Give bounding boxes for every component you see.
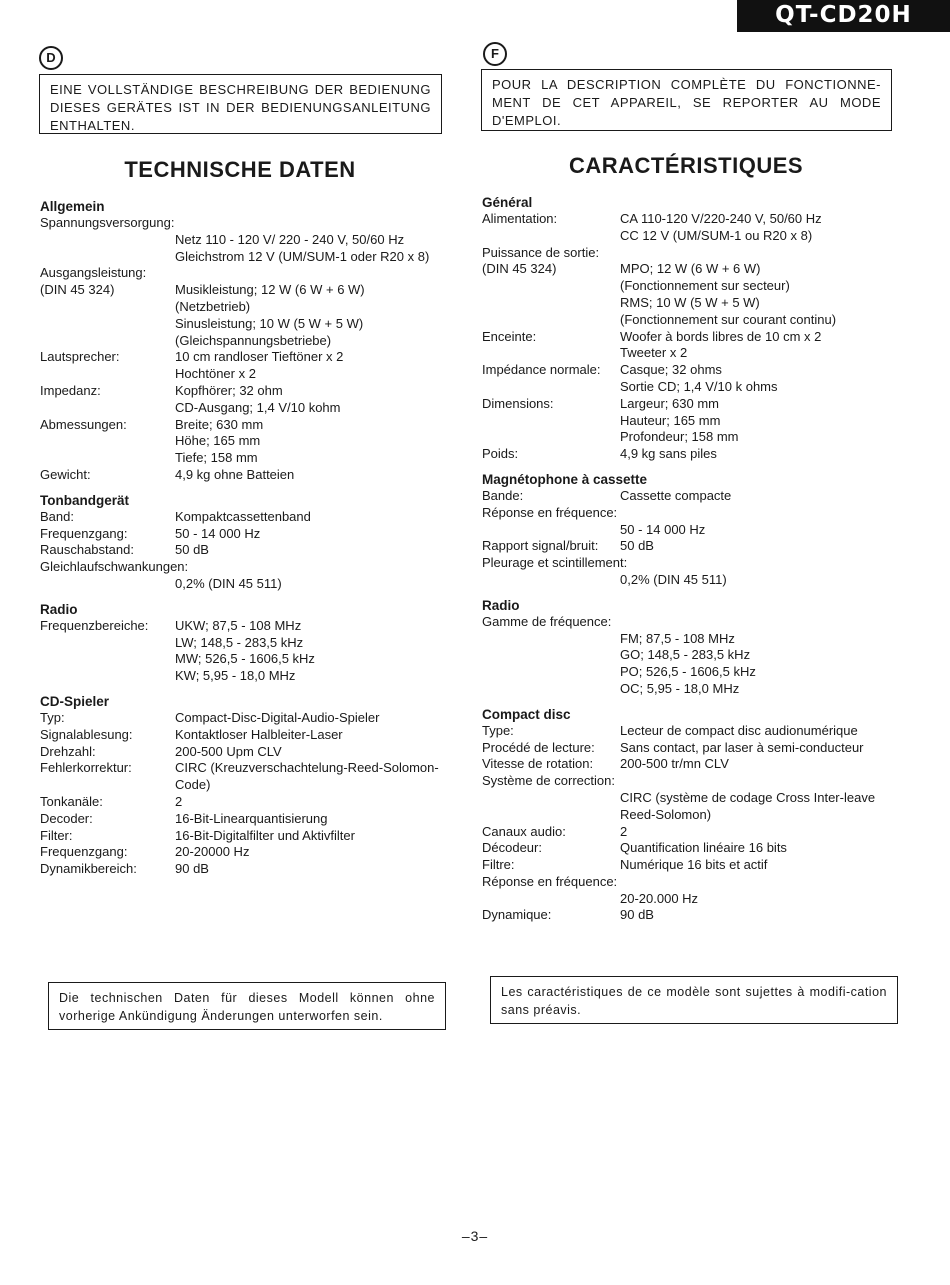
spec-section	[482, 194, 902, 463]
spec-values	[620, 631, 902, 698]
spec-label: Dynamikbereich:	[40, 861, 137, 877]
spec-label: Vitesse de rotation:	[482, 756, 594, 772]
spec-row	[40, 744, 450, 761]
spec-value: Lecteur de compact disc audionumérique	[620, 722, 858, 738]
spec-value: Profondeur; 158 mm	[620, 429, 739, 445]
spec-row	[40, 760, 450, 794]
model-number-tag: QT-CD20H	[737, 0, 950, 32]
spec-label-spacer	[482, 631, 620, 698]
spec-label: (DIN 45 324)	[40, 282, 115, 298]
spec-label: (DIN 45 324)	[482, 261, 557, 277]
spec-value: Tweeter x 2	[620, 345, 688, 361]
spec-value: 2	[620, 823, 628, 839]
spec-label: Poids:	[482, 446, 519, 462]
spec-label: Procédé de lecture:	[482, 739, 595, 755]
french-specs-heading: CARACTÉRISTIQUES	[568, 153, 804, 178]
spec-row	[40, 727, 450, 744]
spec-value: KW; 5,95 - 18,0 MHz	[175, 668, 296, 684]
spec-value: Tiefe; 158 mm	[175, 450, 258, 466]
spec-label: Réponse en fréquence:	[482, 873, 618, 889]
spec-row	[40, 349, 450, 383]
spec-row	[482, 446, 902, 463]
spec-value: Quantification linéaire 16 bits	[620, 840, 787, 856]
spec-label: Frequenzgang:	[40, 844, 128, 860]
german-disclaimer: Die technischen Daten für dieses Modell können ohne vorherige Ankündigung Änderungen unterworfen sein.	[48, 982, 446, 1030]
spec-section	[482, 706, 902, 925]
spec-values	[175, 794, 450, 811]
spec-label: Gamme de fréquence:	[482, 613, 612, 629]
spec-values	[175, 509, 450, 526]
spec-value: 50 dB	[175, 542, 209, 558]
spec-value: Numérique 16 bits et actif	[620, 857, 768, 873]
spec-section	[40, 198, 450, 484]
spec-values	[620, 522, 902, 539]
spec-row	[482, 631, 902, 698]
spec-values	[175, 232, 450, 266]
spec-label: Lautsprecher:	[40, 349, 120, 365]
spec-values	[620, 740, 902, 757]
spec-row	[40, 232, 450, 266]
german-manual-notice: EINE VOLLSTÄNDIGE BESCHREIBUNG DER BEDIENUNG DIESES GERÄTES IST IN DER BEDIENUNGSANLEITUNG ENTHALTEN.	[39, 74, 442, 134]
spec-label-spacer	[482, 891, 620, 908]
spec-row	[40, 417, 450, 467]
spec-value: 4,9 kg ohne Batteien	[175, 466, 295, 482]
spec-section-title: Allgemein	[40, 199, 105, 214]
spec-value: Hochtöner x 2	[175, 366, 256, 382]
spec-values	[175, 526, 450, 543]
spec-row	[482, 740, 902, 757]
spec-values	[620, 446, 902, 463]
spec-values	[175, 618, 450, 685]
spec-value: Höhe; 165 mm	[175, 433, 261, 449]
spec-label: Frequenzgang:	[40, 525, 128, 541]
spec-label: Filter:	[40, 827, 73, 843]
spec-values	[620, 488, 902, 505]
spec-label: Drehzahl:	[40, 743, 96, 759]
spec-values	[620, 723, 902, 740]
spec-label: Gewicht:	[40, 466, 91, 482]
spec-values	[175, 576, 450, 593]
spec-value: RMS; 10 W (5 W + 5 W)	[620, 294, 760, 310]
spec-section	[482, 471, 902, 589]
spec-value: Casque; 32 ohms	[620, 362, 722, 378]
spec-value: (Fonctionnement sur courant continu)	[620, 311, 837, 327]
spec-label: Réponse en fréquence:	[482, 504, 618, 520]
spec-label: Bande:	[482, 487, 524, 503]
spec-label: Alimentation:	[482, 211, 558, 226]
spec-values	[175, 710, 450, 727]
spec-label-spacer	[482, 522, 620, 539]
spec-value: (Fonctionnement sur secteur)	[620, 278, 790, 294]
spec-row	[482, 572, 902, 589]
spec-row	[482, 329, 902, 363]
spec-row	[40, 794, 450, 811]
spec-value: Kompaktcassettenband	[175, 508, 311, 524]
spec-value: PO; 526,5 - 1606,5 kHz	[620, 664, 756, 680]
spec-value: MW; 526,5 - 1606,5 kHz	[175, 651, 315, 667]
spec-row	[40, 618, 450, 685]
spec-row	[482, 790, 902, 824]
spec-values	[175, 760, 450, 794]
spec-value: LW; 148,5 - 283,5 kHz	[175, 634, 304, 650]
spec-value: (Gleichspannungsbetriebe)	[175, 332, 332, 348]
spec-row	[482, 211, 902, 245]
spec-row	[40, 542, 450, 559]
spec-row	[40, 383, 450, 417]
spec-values	[620, 261, 902, 328]
spec-values	[175, 828, 450, 845]
spec-row	[482, 362, 902, 396]
spec-values	[620, 211, 902, 245]
spec-section-title: Magnétophone à cassette	[482, 471, 648, 487]
spec-section-title: Tonbandgerät	[40, 492, 129, 508]
spec-values	[175, 861, 450, 878]
spec-values	[620, 572, 902, 589]
spec-section	[40, 492, 450, 593]
spec-row	[40, 844, 450, 861]
spec-value: 50 - 14 000 Hz	[620, 521, 706, 537]
spec-value: Sinusleistung; 10 W (5 W + 5 W)	[175, 315, 364, 331]
spec-value: MPO; 12 W (6 W + 6 W)	[620, 261, 761, 277]
spec-row	[482, 522, 902, 539]
spec-label: Canaux audio:	[482, 823, 566, 839]
spec-value: 20-20.000 Hz	[620, 890, 699, 906]
spec-values	[620, 857, 902, 874]
spec-values	[175, 744, 450, 761]
page-number: –3–	[461, 1228, 489, 1244]
spec-row	[40, 828, 450, 845]
spec-value: OC; 5,95 - 18,0 MHz	[620, 680, 740, 696]
spec-values	[175, 383, 450, 417]
spec-label: Frequenzbereiche:	[40, 617, 149, 633]
spec-value: Woofer à bords libres de 10 cm x 2	[620, 328, 822, 344]
spec-values	[620, 396, 902, 446]
french-manual-notice: POUR LA DESCRIPTION COMPLÈTE DU FONCTIONNE-MENT DE CET APPAREIL, SE REPORTER AU MODE D'EMPLOI.	[481, 69, 892, 131]
spec-value: 200-500 tr/mn CLV	[620, 756, 729, 772]
spec-value: Sortie CD; 1,4 V/10 k ohms	[620, 378, 778, 394]
spec-label: Dimensions:	[482, 395, 554, 411]
spec-row	[40, 509, 450, 526]
spec-value: 4,9 kg sans piles	[620, 446, 717, 462]
spec-row	[482, 756, 902, 773]
spec-label: Enceinte:	[482, 328, 537, 344]
spec-label: Tonkanäle:	[40, 793, 103, 809]
spec-label: Impedanz:	[40, 382, 101, 398]
spec-label: Decoder:	[40, 810, 93, 826]
spec-section	[40, 601, 450, 685]
spec-values	[175, 417, 450, 467]
spec-label: Rapport signal/bruit:	[482, 538, 599, 554]
spec-label: Typ:	[40, 709, 65, 725]
spec-value: CIRC (Kreuzverschachtelung-Reed-Solomon-Code)	[175, 760, 439, 793]
spec-value: 0,2% (DIN 45 511)	[620, 571, 727, 587]
spec-section	[40, 693, 450, 878]
spec-label: Fehlerkorrektur:	[40, 760, 132, 776]
spec-label: Puissance de sortie:	[482, 244, 600, 260]
french-disclaimer: Les caractéristiques de ce modèle sont sujettes à modifi-cation sans préavis.	[490, 976, 898, 1024]
spec-value: CD-Ausgang; 1,4 V/10 kohm	[175, 399, 341, 415]
spec-value: 20-20000 Hz	[175, 844, 250, 860]
spec-row	[40, 467, 450, 484]
spec-row	[482, 907, 902, 924]
spec-value: CIRC (système de codage Cross Inter-leave Reed-Solomon)	[620, 789, 876, 822]
spec-values	[620, 840, 902, 857]
spec-values	[620, 824, 902, 841]
spec-value: Compact-Disc-Digital-Audio-Spieler	[175, 709, 380, 725]
spec-value: 16-Bit-Digitalfilter und Aktivfilter	[175, 827, 355, 843]
spec-label: Décodeur:	[482, 840, 542, 856]
spec-row	[482, 261, 902, 328]
spec-values	[620, 891, 902, 908]
spec-label: Système de correction:	[482, 773, 615, 789]
spec-row	[40, 861, 450, 878]
spec-label: Signalablesung:	[40, 726, 133, 742]
spec-label-spacer	[40, 576, 175, 593]
spec-value: 10 cm randloser Tieftöner x 2	[175, 349, 344, 365]
spec-row	[482, 488, 902, 505]
spec-row	[482, 891, 902, 908]
spec-row	[482, 857, 902, 874]
spec-row	[482, 840, 902, 857]
spec-row	[482, 824, 902, 841]
spec-value: CC 12 V (UM/SUM-1 ou R20 x 8)	[620, 227, 813, 243]
spec-values	[620, 362, 902, 396]
spec-section	[482, 597, 902, 698]
spec-value: Gleichstrom 12 V (UM/SUM-1 oder R20 x 8)	[175, 248, 430, 264]
spec-label: Spannungsversorgung:	[40, 215, 175, 230]
spec-values	[620, 790, 902, 824]
spec-value: Netz 110 - 120 V/ 220 - 240 V, 50/60 Hz	[175, 231, 405, 247]
spec-values	[175, 727, 450, 744]
spec-values	[175, 282, 450, 349]
spec-values	[620, 756, 902, 773]
spec-label-spacer	[482, 790, 620, 824]
spec-value: UKW; 87,5 - 108 MHz	[175, 617, 302, 633]
spec-value: 50 dB	[620, 538, 654, 554]
spec-value: 90 dB	[620, 907, 654, 923]
spec-row	[40, 282, 450, 349]
spec-row	[482, 538, 902, 555]
spec-row	[40, 526, 450, 543]
german-language-badge: D	[39, 46, 63, 70]
spec-label: Dynamique:	[482, 907, 552, 923]
spec-value: Hauteur; 165 mm	[620, 412, 721, 428]
spec-value: 16-Bit-Linearquantisierung	[175, 810, 328, 826]
spec-label: Impédance normale:	[482, 362, 601, 378]
spec-values	[175, 349, 450, 383]
spec-label: Type:	[482, 722, 514, 738]
spec-section-title: CD-Spieler	[40, 693, 110, 709]
spec-value: Sans contact, par laser à semi-conducteur	[620, 739, 864, 755]
spec-label: Filtre:	[482, 857, 515, 873]
spec-value: CA 110-120 V/220-240 V, 50/60 Hz	[620, 211, 822, 226]
spec-value: Kopfhörer; 32 ohm	[175, 382, 283, 398]
german-specs	[40, 198, 450, 878]
spec-values	[175, 542, 450, 559]
spec-value: (Netzbetrieb)	[175, 298, 251, 314]
spec-label: Pleurage et scintillement:	[482, 555, 628, 571]
spec-values	[175, 811, 450, 828]
german-specs-heading: TECHNISCHE DATEN	[124, 157, 356, 182]
spec-value: FM; 87,5 - 108 MHz	[620, 630, 735, 646]
spec-value: Cassette compacte	[620, 487, 732, 503]
spec-value: Musikleistung; 12 W (6 W + 6 W)	[175, 282, 365, 298]
spec-section-title: Compact disc	[482, 706, 571, 722]
spec-section-title: Radio	[40, 601, 78, 617]
spec-values	[620, 329, 902, 363]
spec-row	[482, 396, 902, 446]
spec-label: Band:	[40, 508, 74, 524]
spec-row	[40, 811, 450, 828]
spec-value: 90 dB	[175, 861, 209, 877]
spec-label-spacer	[40, 232, 175, 266]
spec-value: Breite; 630 mm	[175, 416, 264, 432]
spec-section-title: Général	[482, 195, 533, 210]
spec-value: Kontaktloser Halbleiter-Laser	[175, 726, 343, 742]
spec-row	[40, 710, 450, 727]
spec-value: 50 - 14 000 Hz	[175, 525, 261, 541]
spec-value: 2	[175, 793, 183, 809]
spec-row	[40, 576, 450, 593]
spec-value: Largeur; 630 mm	[620, 395, 719, 411]
spec-values	[175, 844, 450, 861]
spec-values	[175, 467, 450, 484]
spec-value: 200-500 Upm CLV	[175, 743, 282, 759]
french-language-badge: F	[483, 42, 507, 66]
spec-label: Gleichlaufschwankungen:	[40, 559, 189, 575]
spec-label: Abmessungen:	[40, 416, 127, 432]
spec-label: Rauschabstand:	[40, 542, 134, 558]
spec-label: Ausgangsleistung:	[40, 265, 147, 281]
spec-row	[482, 723, 902, 740]
spec-value: 0,2% (DIN 45 511)	[175, 575, 282, 591]
spec-value: GO; 148,5 - 283,5 kHz	[620, 647, 751, 663]
spec-label-spacer	[482, 572, 620, 589]
french-specs	[482, 194, 902, 924]
spec-values	[620, 538, 902, 555]
spec-section-title: Radio	[482, 597, 520, 613]
spec-values	[620, 907, 902, 924]
